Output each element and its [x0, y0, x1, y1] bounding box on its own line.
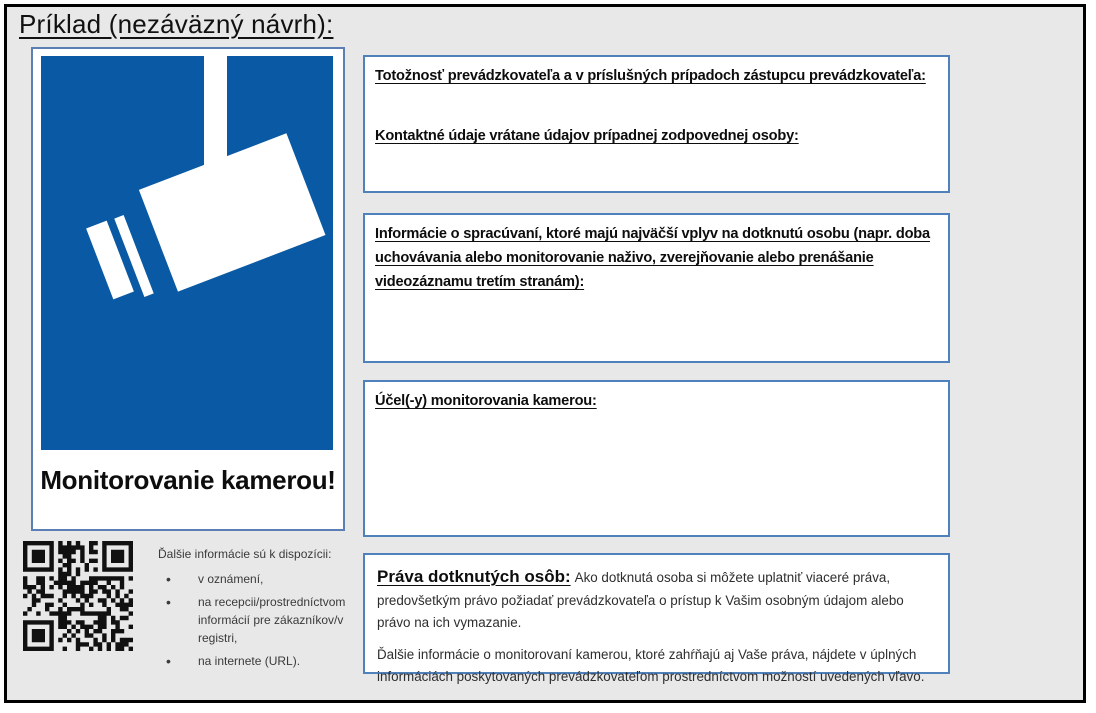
list-item: • na recepcii/prostredníctvom informácií pre zákazníkov/v registri,: [158, 593, 360, 647]
rights-paragraph-1: [377, 563, 936, 633]
data-subject-rights-box: [363, 553, 950, 684]
qr-info-list: [158, 570, 360, 670]
qr-info: [158, 545, 360, 675]
field-heading: Účel(-y) monitorovania kamerou:: [375, 393, 597, 409]
rights-text-1: Ako dotknutá osoba si môžete uplatniť viaceré práva, predovšetkým právo požiadať prevádzkovateľa o prístup k Vašim osobným údajom alebo právo na ich vymazanie.: [377, 570, 904, 630]
list-item: • v oznámení,: [158, 570, 360, 588]
qr-info-heading: Ďalšie informácie sú k dispozícii:: [158, 547, 332, 561]
camera-pictogram: [41, 56, 333, 450]
field-monitoring-purposes: [363, 380, 950, 537]
field-heading: Informácie o spracúvaní, ktoré majú najväčší vplyv na dotknutú osobu (napr. doba uchovávania alebo monitorovanie naživo, zverejňovanie alebo prenášanie videozáznamu tretím stranám):: [375, 226, 930, 291]
field-heading: Totožnosť prevádzkovateľa a v príslušných prípadoch zástupcu prevádzkovateľa:: [375, 68, 926, 84]
camera-sign: [31, 47, 345, 531]
page-title: Príklad (nezáväzný návrh):: [19, 9, 334, 39]
rights-paragraph-2: Ďalšie informácie o monitorovaní kamerou, ktoré zahŕňajú aj Vaše práva, nájdete v úplných informáciách poskytovaných prevádzkovateľom prostredníctvom možností uvedených vľavo.: [377, 647, 925, 684]
field-controller-identity: [363, 55, 950, 193]
cctv-camera-icon: [41, 56, 333, 450]
rights-heading: Práva dotknutých osôb:: [377, 567, 571, 586]
field-processing-info: [363, 213, 950, 363]
sign-label: Monitorovanie kamerou!: [40, 465, 336, 495]
field-heading: Kontaktné údaje vrátane údajov prípadnej zodpovednej osoby:: [375, 128, 799, 145]
qr-code: [23, 541, 133, 651]
list-item: • na internete (URL).: [158, 652, 360, 670]
